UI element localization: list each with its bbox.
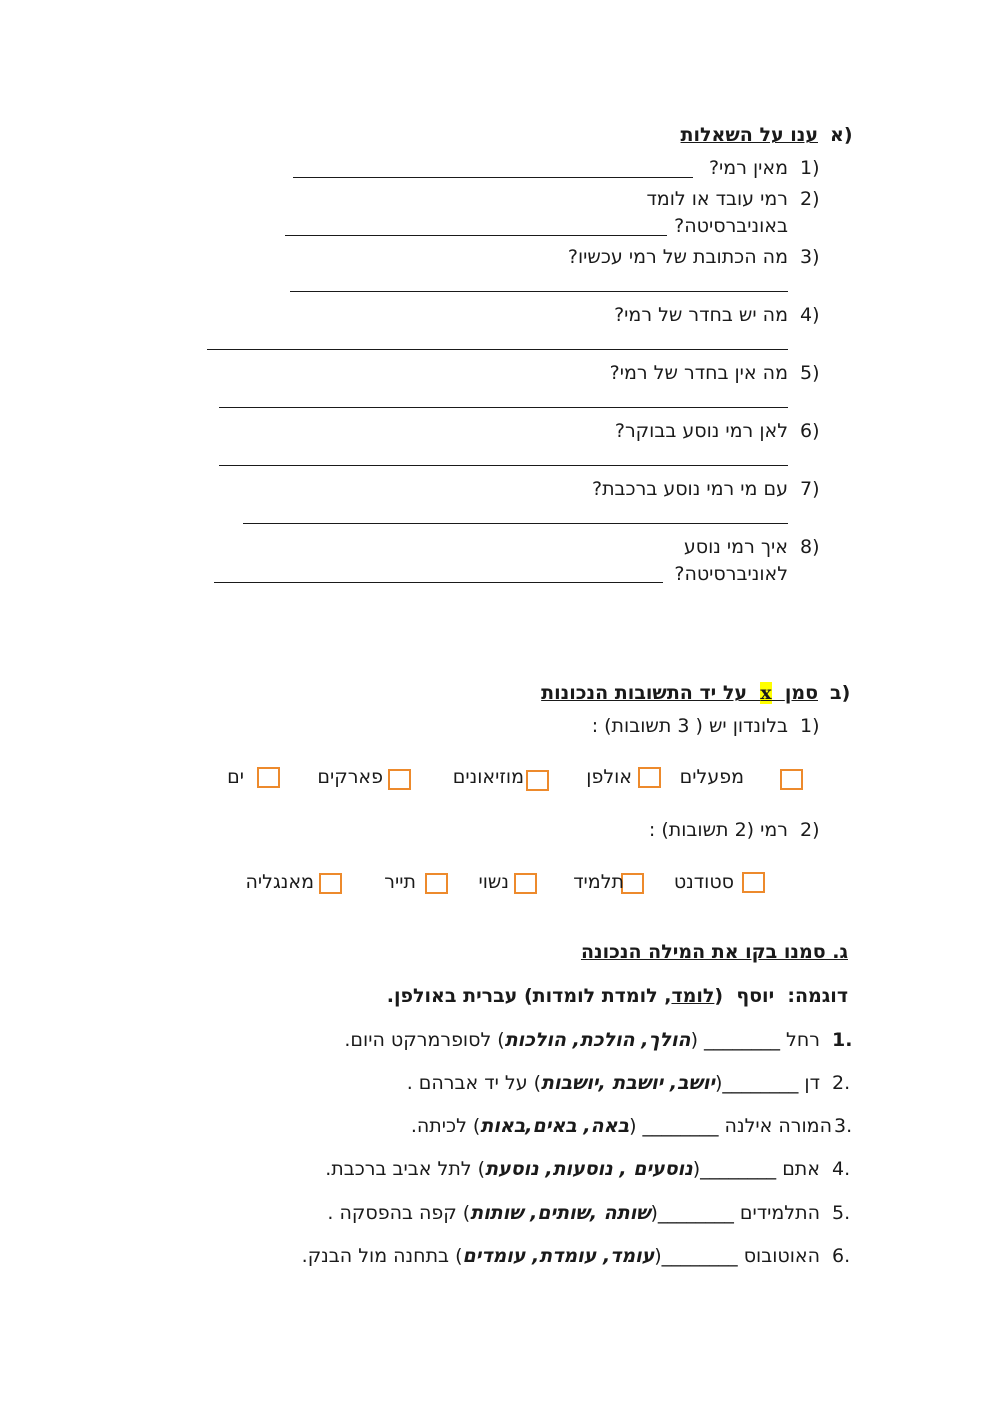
fill-in-sentence bbox=[302, 1245, 820, 1267]
answer-line[interactable] bbox=[219, 407, 788, 408]
example-end: עברית באולפן. bbox=[386, 985, 518, 1007]
answer-line[interactable] bbox=[293, 177, 693, 178]
option-label: מפעלים bbox=[679, 766, 744, 788]
section-b-title bbox=[541, 682, 818, 704]
question-text-cont: לאוניברסיטה? bbox=[674, 563, 788, 585]
sentence-end: ) קפה בהפסקה . bbox=[327, 1202, 471, 1224]
checkbox[interactable] bbox=[319, 873, 342, 894]
sentence-start: רחל ________ ( bbox=[690, 1029, 820, 1051]
word-options[interactable]: נוסעים , נוסעות, נוסעת bbox=[485, 1158, 693, 1180]
fill-in-sentence bbox=[411, 1115, 832, 1137]
question-number: 4) bbox=[800, 304, 820, 326]
example-label: דוגמה: bbox=[787, 985, 848, 1007]
question-number: 2) bbox=[800, 188, 820, 210]
answer-line[interactable] bbox=[214, 582, 663, 583]
sentence-start: המורה אילנה ________ ( bbox=[629, 1115, 832, 1137]
example-options: , לומדת לומדות) bbox=[523, 985, 672, 1007]
answer-line[interactable] bbox=[243, 523, 788, 524]
item-number: 3. bbox=[834, 1115, 853, 1137]
question-number: 7) bbox=[800, 478, 820, 500]
answer-line[interactable] bbox=[285, 235, 667, 236]
answer-line[interactable] bbox=[290, 291, 788, 292]
question-text: רמי עובד או לומד bbox=[646, 188, 788, 210]
option-label: ים bbox=[227, 766, 244, 788]
mark-x-highlight: x bbox=[760, 682, 772, 704]
question-text-cont: באוניברסיטה? bbox=[674, 215, 788, 237]
checkbox[interactable] bbox=[425, 873, 448, 894]
question-text: רמי (2 תשובות) : bbox=[648, 819, 788, 841]
checkbox[interactable] bbox=[514, 873, 537, 894]
section-b-title-before: סמן bbox=[784, 682, 818, 704]
sentence-start: אתם ________( bbox=[692, 1158, 820, 1180]
sentence-end: ) על יד אברהם . bbox=[406, 1072, 542, 1094]
question-text: מה אין בחדר של רמי? bbox=[609, 362, 788, 384]
item-number: 1. bbox=[832, 1029, 853, 1051]
option-label: מאנגליה bbox=[245, 871, 314, 893]
example-sentence bbox=[387, 985, 848, 1007]
answer-line[interactable] bbox=[207, 349, 788, 350]
section-a-letter: א) bbox=[830, 124, 853, 146]
option-label: תייר bbox=[384, 871, 416, 893]
word-options[interactable]: יושב, יושבת ,יושבות bbox=[541, 1072, 715, 1094]
sentence-start: דן ________( bbox=[714, 1072, 820, 1094]
option-label: נשוי bbox=[478, 871, 509, 893]
checkbox[interactable] bbox=[780, 769, 803, 790]
fill-in-sentence bbox=[407, 1072, 820, 1094]
question-number: 2) bbox=[800, 819, 820, 841]
item-number: 5. bbox=[832, 1202, 851, 1224]
question-number: 6) bbox=[800, 420, 820, 442]
sentence-start: האוטובוס ________( bbox=[654, 1245, 820, 1267]
checkbox[interactable] bbox=[621, 873, 644, 894]
sentence-end: ) בתחנה מול הבנק. bbox=[301, 1245, 463, 1267]
option-label: תלמיד bbox=[573, 871, 624, 893]
word-options[interactable]: באה, באים,באות bbox=[480, 1115, 630, 1137]
checkbox[interactable] bbox=[638, 767, 661, 788]
answer-line[interactable] bbox=[219, 465, 788, 466]
checkbox[interactable] bbox=[388, 769, 411, 790]
example-subject: יוסף bbox=[736, 985, 775, 1007]
question-text: בלונדון יש ( 3 תשובות) : bbox=[591, 715, 788, 737]
question-text: מה הכתובת של רמי עכשיו? bbox=[567, 246, 788, 268]
word-options[interactable]: הולך, הולכת, הולכות bbox=[504, 1029, 691, 1051]
question-number: 3) bbox=[800, 246, 820, 268]
question-number: 1) bbox=[800, 715, 820, 737]
checkbox[interactable] bbox=[257, 767, 280, 788]
section-c-title: ג. סמנו בקו את המילה הנכונה bbox=[580, 941, 848, 963]
word-options[interactable]: שותה ,שותים, שותות bbox=[470, 1202, 651, 1224]
option-label: סטודנט bbox=[673, 871, 734, 893]
option-label: פארקים bbox=[317, 766, 383, 788]
section-b-title-after: על יד התשובות הנכונות bbox=[541, 682, 748, 704]
fill-in-sentence bbox=[325, 1158, 820, 1180]
sentence-end: ) לתל אביב ברכבת. bbox=[325, 1158, 486, 1180]
item-number: 4. bbox=[832, 1158, 851, 1180]
question-text: מאין רמי? bbox=[708, 157, 788, 179]
sentence-end: ) לסופרמרקט היום. bbox=[344, 1029, 505, 1051]
word-options[interactable]: עומד, עומדת, עומדים bbox=[462, 1245, 655, 1267]
section-a-title: ענו על השאלות bbox=[680, 124, 818, 146]
question-text: עם מי רמי נוסע ברכבת? bbox=[591, 478, 788, 500]
checkbox[interactable] bbox=[526, 770, 549, 791]
question-number: 5) bbox=[800, 362, 820, 384]
question-number: 8) bbox=[800, 536, 820, 558]
item-number: 6. bbox=[832, 1245, 851, 1267]
option-label: מוזיאונים bbox=[452, 766, 524, 788]
item-number: 2. bbox=[832, 1072, 851, 1094]
question-text: איך רמי נוסע bbox=[683, 536, 788, 558]
section-b-letter: ב) bbox=[830, 682, 851, 704]
question-text: מה יש בחדר של רמי? bbox=[614, 304, 788, 326]
option-label: אולפן bbox=[586, 766, 632, 788]
sentence-end: ) לכיתה. bbox=[410, 1115, 481, 1137]
fill-in-sentence bbox=[327, 1202, 820, 1224]
example-underlined-word: לומד bbox=[671, 985, 715, 1007]
sentence-start: התלמידים ________( bbox=[650, 1202, 820, 1224]
question-number: 1) bbox=[800, 157, 820, 179]
fill-in-sentence bbox=[344, 1029, 820, 1051]
checkbox[interactable] bbox=[742, 872, 765, 893]
example-open-paren: ( bbox=[714, 985, 724, 1007]
question-text: לאן רמי נוסע בבוקר? bbox=[614, 420, 788, 442]
